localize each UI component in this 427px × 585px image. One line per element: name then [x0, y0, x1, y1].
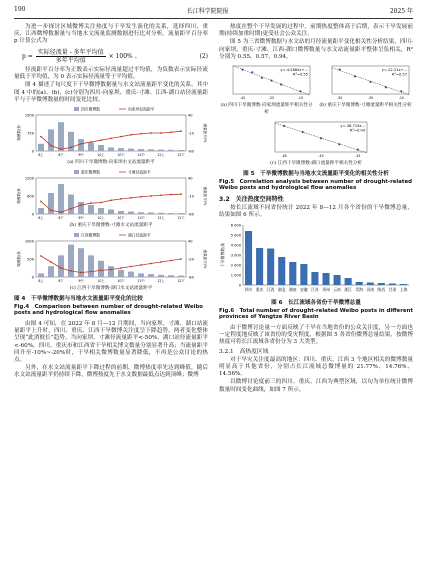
- y-tick-label-left: 750: [27, 131, 34, 136]
- figure-4a-caption: (a) 四川干旱微博数-向家坝水文站流量距平: [67, 160, 155, 166]
- figure-4b-caption: (b) 重庆干旱微博数-寸滩水文站流量距平: [69, 223, 153, 229]
- figure-6-caption-en: Fig.6 Total number of drought-related Weibo posts in different provinces of Yangtze River Basin: [219, 307, 413, 321]
- series-point: [180, 194, 182, 196]
- y-tick-label-right: -10: [188, 194, 194, 199]
- bar: [68, 195, 74, 215]
- x-tick-label: 上海: [399, 286, 408, 292]
- series-point: [50, 145, 52, 147]
- y-tick-label-left: 0: [31, 212, 34, 217]
- series-point: [170, 194, 172, 196]
- figure-5-top-row: [219, 62, 413, 118]
- bar: [168, 213, 174, 214]
- bar: [108, 210, 114, 215]
- bar: [178, 213, 184, 214]
- fit-equation: y=-22.21x+...: [381, 68, 407, 73]
- bar: [38, 144, 44, 151]
- series-point: [90, 271, 92, 273]
- series-point: [120, 136, 122, 138]
- x-tick-label: 12下: [177, 153, 185, 158]
- bar: [78, 139, 84, 151]
- bar: [128, 272, 134, 277]
- bar: [138, 212, 144, 214]
- x-tick-label: 8下: [58, 279, 64, 284]
- series-point: [110, 200, 112, 202]
- bar: [158, 275, 164, 277]
- bar: [88, 143, 94, 151]
- legend-label: 江西微博数: [81, 232, 100, 238]
- bar: [356, 282, 363, 285]
- series-point: [120, 268, 122, 270]
- series-point: [90, 141, 92, 143]
- x-tick-label: -30: [367, 96, 374, 101]
- y-tick-label-right: 40: [188, 113, 193, 118]
- bar: [148, 275, 154, 278]
- bar: [178, 276, 184, 277]
- bar: [128, 149, 134, 151]
- x-tick-label: -50: [337, 96, 343, 101]
- x-tick-label: 青海: [355, 286, 363, 292]
- y-tick-label-left: 1000: [24, 239, 34, 244]
- formula-lhs: p =: [22, 52, 33, 60]
- formula-denominator: 多年平均值: [55, 56, 86, 64]
- series-point: [150, 195, 152, 197]
- paragraph: 热度在整个干旱发展的过程中，前期热度整体高于后期，表示干旱发展前期(持续加重时期)更受社会公众关注。: [219, 24, 413, 38]
- legend-label: 寸滩径流距平: [128, 169, 151, 175]
- x-tick-label: 9中: [78, 279, 84, 284]
- r-squared: R²=0.57: [392, 72, 407, 77]
- x-tick-label: 江苏: [311, 286, 319, 292]
- right-column: [219, 24, 413, 395]
- bar: [267, 248, 274, 285]
- bar: [108, 267, 114, 278]
- series-point: [180, 130, 182, 132]
- paragraph: 按长江流域不同省份统计 2022 年 8—12 月各个省份的干旱微博总量，结果如图 6 所示。: [219, 205, 413, 219]
- x-tick-label: 10上: [97, 153, 105, 158]
- x-tick-label: 甘肃: [388, 286, 397, 292]
- series-point: [160, 195, 162, 197]
- bar: [138, 274, 144, 278]
- x-tick-label: 10上: [97, 216, 105, 221]
- y-tick-label: 3 000: [230, 253, 241, 258]
- bar: [158, 150, 164, 151]
- figure-5-caption-en: Fig.5 Correlation analysis between number of drought-related Weibo posts and hydrological flow anomalies: [219, 178, 412, 192]
- y-axis-label-right: 流量距平/%: [203, 249, 207, 269]
- series-point: [50, 262, 52, 264]
- bar: [38, 208, 44, 214]
- bar: [68, 245, 74, 277]
- bar: [108, 147, 114, 151]
- figure-5-caption: 图 5 干旱微博数据与当地水文流量距平变化的相关性分析: [243, 170, 389, 177]
- x-tick-label: -10: [398, 96, 404, 101]
- y-tick-label: 1 000: [230, 273, 241, 278]
- section-heading: 3.2 关注热度空间特性: [219, 196, 284, 204]
- formula-numerator: 实际径流量 - 多年平均值: [37, 48, 104, 56]
- figure-5b: [318, 62, 413, 118]
- bar: [118, 211, 124, 214]
- r-squared: R²=0.55: [293, 72, 308, 77]
- figure-5c-chart: [261, 118, 371, 160]
- paragraph: 另外，在水文站流量距平下降过程的前期，微博热度率先达到峰值，随后水文站流量距平仍持续下降，微博热度先于水文数据最低点达到顶峰；微博: [14, 365, 208, 379]
- bar: [158, 213, 164, 214]
- series-point: [70, 271, 72, 273]
- header-rule: [14, 18, 413, 19]
- formula: [22, 49, 208, 64]
- series-point: [160, 262, 162, 264]
- legend-label: 向家坝径流距平: [128, 106, 155, 112]
- formula-number: (2): [199, 52, 208, 60]
- legend-swatch: [74, 233, 79, 237]
- y-tick-label: 5 000: [230, 233, 241, 238]
- bar: [58, 256, 64, 278]
- x-tick-label: 安徽: [300, 286, 308, 292]
- bar: [58, 184, 64, 214]
- bar: [300, 264, 307, 285]
- y-tick-label-left: 1200: [24, 176, 34, 181]
- x-tick-label: 11中: [137, 216, 145, 221]
- x-tick-label: -25: [268, 96, 275, 101]
- x-tick-label: 贵州: [322, 286, 330, 292]
- paragraph: 为进一步探讨区域微博关注热度与干旱发生演化的关系，选择四川、重庆、江西微博数据量与当地水文流量监测数据进行比对分析。流量距平百分率 p 计算公式为: [14, 24, 208, 45]
- x-tick-label: 9中: [78, 153, 84, 158]
- series-point: [40, 256, 42, 258]
- bar: [38, 274, 44, 278]
- legend-label: 重庆微博数: [81, 169, 100, 175]
- y-axis-label-right: 流量距平/%: [203, 123, 207, 143]
- x-tick-label: 11中: [137, 153, 145, 158]
- bar: [378, 283, 385, 285]
- bar: [345, 278, 352, 285]
- series-point: [120, 198, 122, 200]
- bar: [389, 283, 396, 285]
- paragraph: 对于旱灾关注度最高的地区：四川、重庆、江西 3 个地区相关的微博数量明显高于其他省份，分别占长江流域总微博量的 21.77%、14.76%、14.56%。: [219, 356, 413, 378]
- bar: [88, 205, 94, 214]
- series-point: [50, 210, 52, 212]
- figure-4b-chart: [14, 168, 208, 222]
- y-axis-label-left: 微博数/条: [17, 188, 21, 205]
- series-point: [90, 203, 92, 205]
- series-point: [170, 131, 172, 133]
- series-point: [40, 201, 42, 203]
- y-tick-label-left: 0: [31, 275, 34, 280]
- x-tick-label: 9中: [78, 216, 84, 221]
- figure-4c-caption: (c) 江西干旱微博数-湖口水文站流量距平: [69, 286, 153, 292]
- y-axis-label: 干旱微博数/条: [220, 242, 225, 267]
- formula-tail: × 100% 。: [108, 52, 141, 60]
- x-tick-label: 浙江: [344, 286, 352, 292]
- running-header: [14, 6, 413, 17]
- left-column: [14, 24, 208, 381]
- x-tick-label: 湖南: [289, 286, 297, 292]
- series-point: [100, 139, 102, 141]
- figure-5c: [261, 118, 371, 167]
- paragraph: 径流距平百分率为正数表示实际径流量超过平均值，为负数表示实际径流量低于平均值，为 0 表示实际径流量等于平均值。: [14, 67, 208, 81]
- bar: [138, 149, 144, 151]
- bar: [88, 256, 94, 278]
- figure-5b-caption: (b) 重庆干旱微博数-寸滩流量距平相关性分析: [319, 103, 412, 109]
- x-tick-label: 河南: [366, 286, 375, 292]
- x-tick-label: 重庆: [255, 286, 264, 292]
- paragraph: 由图 4 可知，在 2022 年 8 月—12 月期间，当向家坝、寸滩、湖口站流量距平上升时，四川、重庆、江西干旱微博关注度呈下降趋势，两者变化整体呈现“此消彼长”趋势。当向家坝、寸滩径流量距平<-50%，湖口站径流量距平<-60%，四川、重庆市和江西省干旱相关博文数量分别显著升高；当流量距平回升至-10%~-20%时，干旱相关微博数量显著降低，不再是公众讨论的热点。: [14, 321, 208, 364]
- figure-5a-caption: (a) 四川干旱微博数-向家坝流量距平相关性分析: [220, 103, 313, 116]
- y-tick-label-right: -20: [188, 257, 194, 262]
- y-tick-label: 2 000: [230, 263, 241, 268]
- series-point: [60, 268, 62, 270]
- x-tick-label: 12下: [177, 279, 185, 284]
- series-point: [110, 269, 112, 271]
- paragraph: 以微博讨论度前三的四川、重庆、江西为典型区域，以旬为单位统计微博数量时间变化曲线，如图 7 所示。: [219, 379, 413, 393]
- figure-5a: [219, 62, 314, 118]
- paragraph: 图 5 为三省微博数据与水文站的月径流量距平变化相关性分析结果，四川-向家坝、重庆-寸滩、江西-湖口微博数量与水文站流量距平整体呈负相关，R² 分别为 0.55、0.57、0.94。: [219, 39, 413, 60]
- x-tick-label: 8上: [38, 279, 44, 284]
- bar: [178, 150, 184, 151]
- x-tick-label: 云南: [333, 286, 341, 292]
- y-axis-label-left: 微博数/条: [17, 251, 21, 268]
- bar: [289, 262, 296, 285]
- figure-4c-chart: [14, 231, 208, 285]
- bar: [98, 145, 104, 151]
- x-tick-label: 10下: [117, 153, 125, 158]
- x-tick-label: -45: [318, 154, 324, 159]
- x-tick-label: 12上: [157, 279, 165, 284]
- series-point: [70, 208, 72, 210]
- paragraph: 由于微博讨论量一方面反映了干旱在当地省份的公众关注度，另一方面也一定程度地反映了该省份的受灾程度，根据图 5 各省份微博总量结果，按微博热度可将长江流域各省份分为 3 大类型。: [219, 325, 413, 346]
- legend-label: 湖口径流距平: [128, 232, 151, 238]
- series-point: [40, 136, 42, 138]
- bar: [400, 284, 407, 285]
- series-point: [140, 265, 142, 267]
- series-point: [130, 197, 132, 199]
- series-point: [160, 132, 162, 134]
- bar: [334, 275, 341, 285]
- figure-5a-chart: [219, 62, 314, 102]
- y-tick-label: 0: [238, 283, 241, 288]
- fit-equation: y=-4.5664x+...: [280, 68, 308, 73]
- bar: [48, 267, 54, 278]
- series-point: [80, 204, 82, 206]
- y-tick-label: 6 000: [230, 223, 241, 228]
- figure-5c-caption: (c) 江西干旱微博数-湖口流量距平相关性分析: [270, 161, 362, 167]
- y-tick-label-left: 600: [27, 194, 34, 199]
- series-point: [60, 148, 62, 150]
- series-point: [60, 212, 62, 214]
- y-tick-label-right: -10: [188, 131, 194, 136]
- series-point: [170, 260, 172, 262]
- series-point: [150, 132, 152, 134]
- fit-equation: y=-38.713x...: [340, 124, 365, 129]
- x-tick-label: 11中: [137, 279, 145, 284]
- series-point: [150, 263, 152, 265]
- x-tick-label: 陕西: [377, 286, 386, 292]
- y-tick-label-left: 1500: [24, 113, 34, 118]
- y-tick-label: 4 000: [230, 243, 241, 248]
- series-point: [180, 259, 182, 261]
- x-tick-label: 12上: [157, 216, 165, 221]
- formula-fraction: [36, 49, 106, 64]
- x-tick-label: -65: [281, 154, 287, 159]
- bar: [148, 149, 154, 151]
- figure-6-caption: 图 6 长江流域各省份干旱微博总量: [271, 299, 361, 306]
- bar: [48, 129, 54, 151]
- series-point: [130, 266, 132, 268]
- bar: [311, 272, 318, 285]
- bar: [168, 276, 174, 278]
- x-tick-label: 10上: [97, 279, 105, 284]
- bar: [128, 212, 134, 214]
- figure-4-caption: 图 4 干旱微博数据与当地水文流量距平变化的比较: [14, 295, 143, 302]
- x-tick-label: 8上: [38, 153, 44, 158]
- series-point: [140, 196, 142, 198]
- bar: [322, 273, 329, 285]
- y-tick-label-right: -80: [188, 275, 194, 280]
- legend-swatch: [74, 170, 79, 174]
- bar: [148, 213, 154, 215]
- page-number: 190: [14, 6, 26, 13]
- y-tick-label-left: 500: [27, 257, 34, 262]
- bar: [98, 208, 104, 214]
- bar: [278, 257, 285, 285]
- bar: [168, 150, 174, 151]
- y-tick-label-right: 40: [188, 176, 193, 181]
- series-point: [110, 138, 112, 140]
- subsection-heading: 3.2.1 高热度区域: [219, 348, 269, 355]
- y-tick-label-right: -60: [188, 212, 194, 217]
- series-point: [130, 134, 132, 136]
- r-squared: R²=0.94: [350, 128, 365, 133]
- y-tick-label-right: -60: [188, 149, 194, 154]
- bar: [245, 231, 252, 285]
- x-tick-label: 8下: [58, 216, 64, 221]
- bar: [367, 282, 374, 285]
- journal-year: 2025 年: [389, 8, 413, 15]
- y-tick-label-right: 40: [188, 239, 193, 244]
- x-tick-label: 江西: [266, 286, 275, 292]
- x-tick-label: 12上: [157, 153, 165, 158]
- y-tick-label-left: 0: [31, 149, 34, 154]
- x-tick-label: 8下: [58, 153, 64, 158]
- legend-swatch: [74, 107, 79, 111]
- bar: [98, 261, 104, 277]
- bar: [256, 248, 263, 285]
- y-axis-label-right: 流量距平/%: [203, 186, 207, 206]
- figure-4a-chart: [14, 105, 208, 159]
- series-point: [140, 133, 142, 135]
- paragraph: 图 4 描述了旬尺度下干旱微博数据量与水文站流量距平变化的关系。其中图 4 中的(a)、(b)、(c)分别为四川-向家坝、重庆-寸滩、江西-湖口站径流量距平与干旱微博数量的时间变化比较。: [14, 82, 208, 103]
- x-tick-label: -25: [355, 154, 361, 159]
- journal-name: 长江科学院院报: [186, 8, 229, 15]
- x-tick-label: 10下: [117, 279, 125, 284]
- series-point: [80, 143, 82, 145]
- bar: [118, 148, 124, 151]
- x-tick-label: 12下: [177, 216, 185, 221]
- bar: [58, 122, 64, 151]
- x-tick-label: 8上: [38, 216, 44, 221]
- x-tick-label: -40: [240, 96, 246, 101]
- x-tick-label: 湖北: [277, 286, 286, 292]
- figure-4-caption-en: Fig.4 Comparison between number of drought-related Weibo posts and hydrological flow anomalies: [14, 303, 204, 317]
- figure-5b-chart: [318, 62, 413, 102]
- series-point: [80, 272, 82, 274]
- legend-label: 四川微博数: [81, 106, 100, 112]
- y-axis-label-left: 微博数/条: [17, 125, 21, 141]
- bar: [78, 202, 84, 214]
- series-point: [70, 147, 72, 149]
- x-tick-label: 四川: [244, 286, 253, 292]
- x-tick-label: 10下: [117, 216, 125, 221]
- series-point: [100, 270, 102, 272]
- series-point: [100, 202, 102, 204]
- figure-6-chart: [219, 221, 413, 297]
- bar: [118, 270, 124, 277]
- x-tick-label: -10: [297, 96, 303, 101]
